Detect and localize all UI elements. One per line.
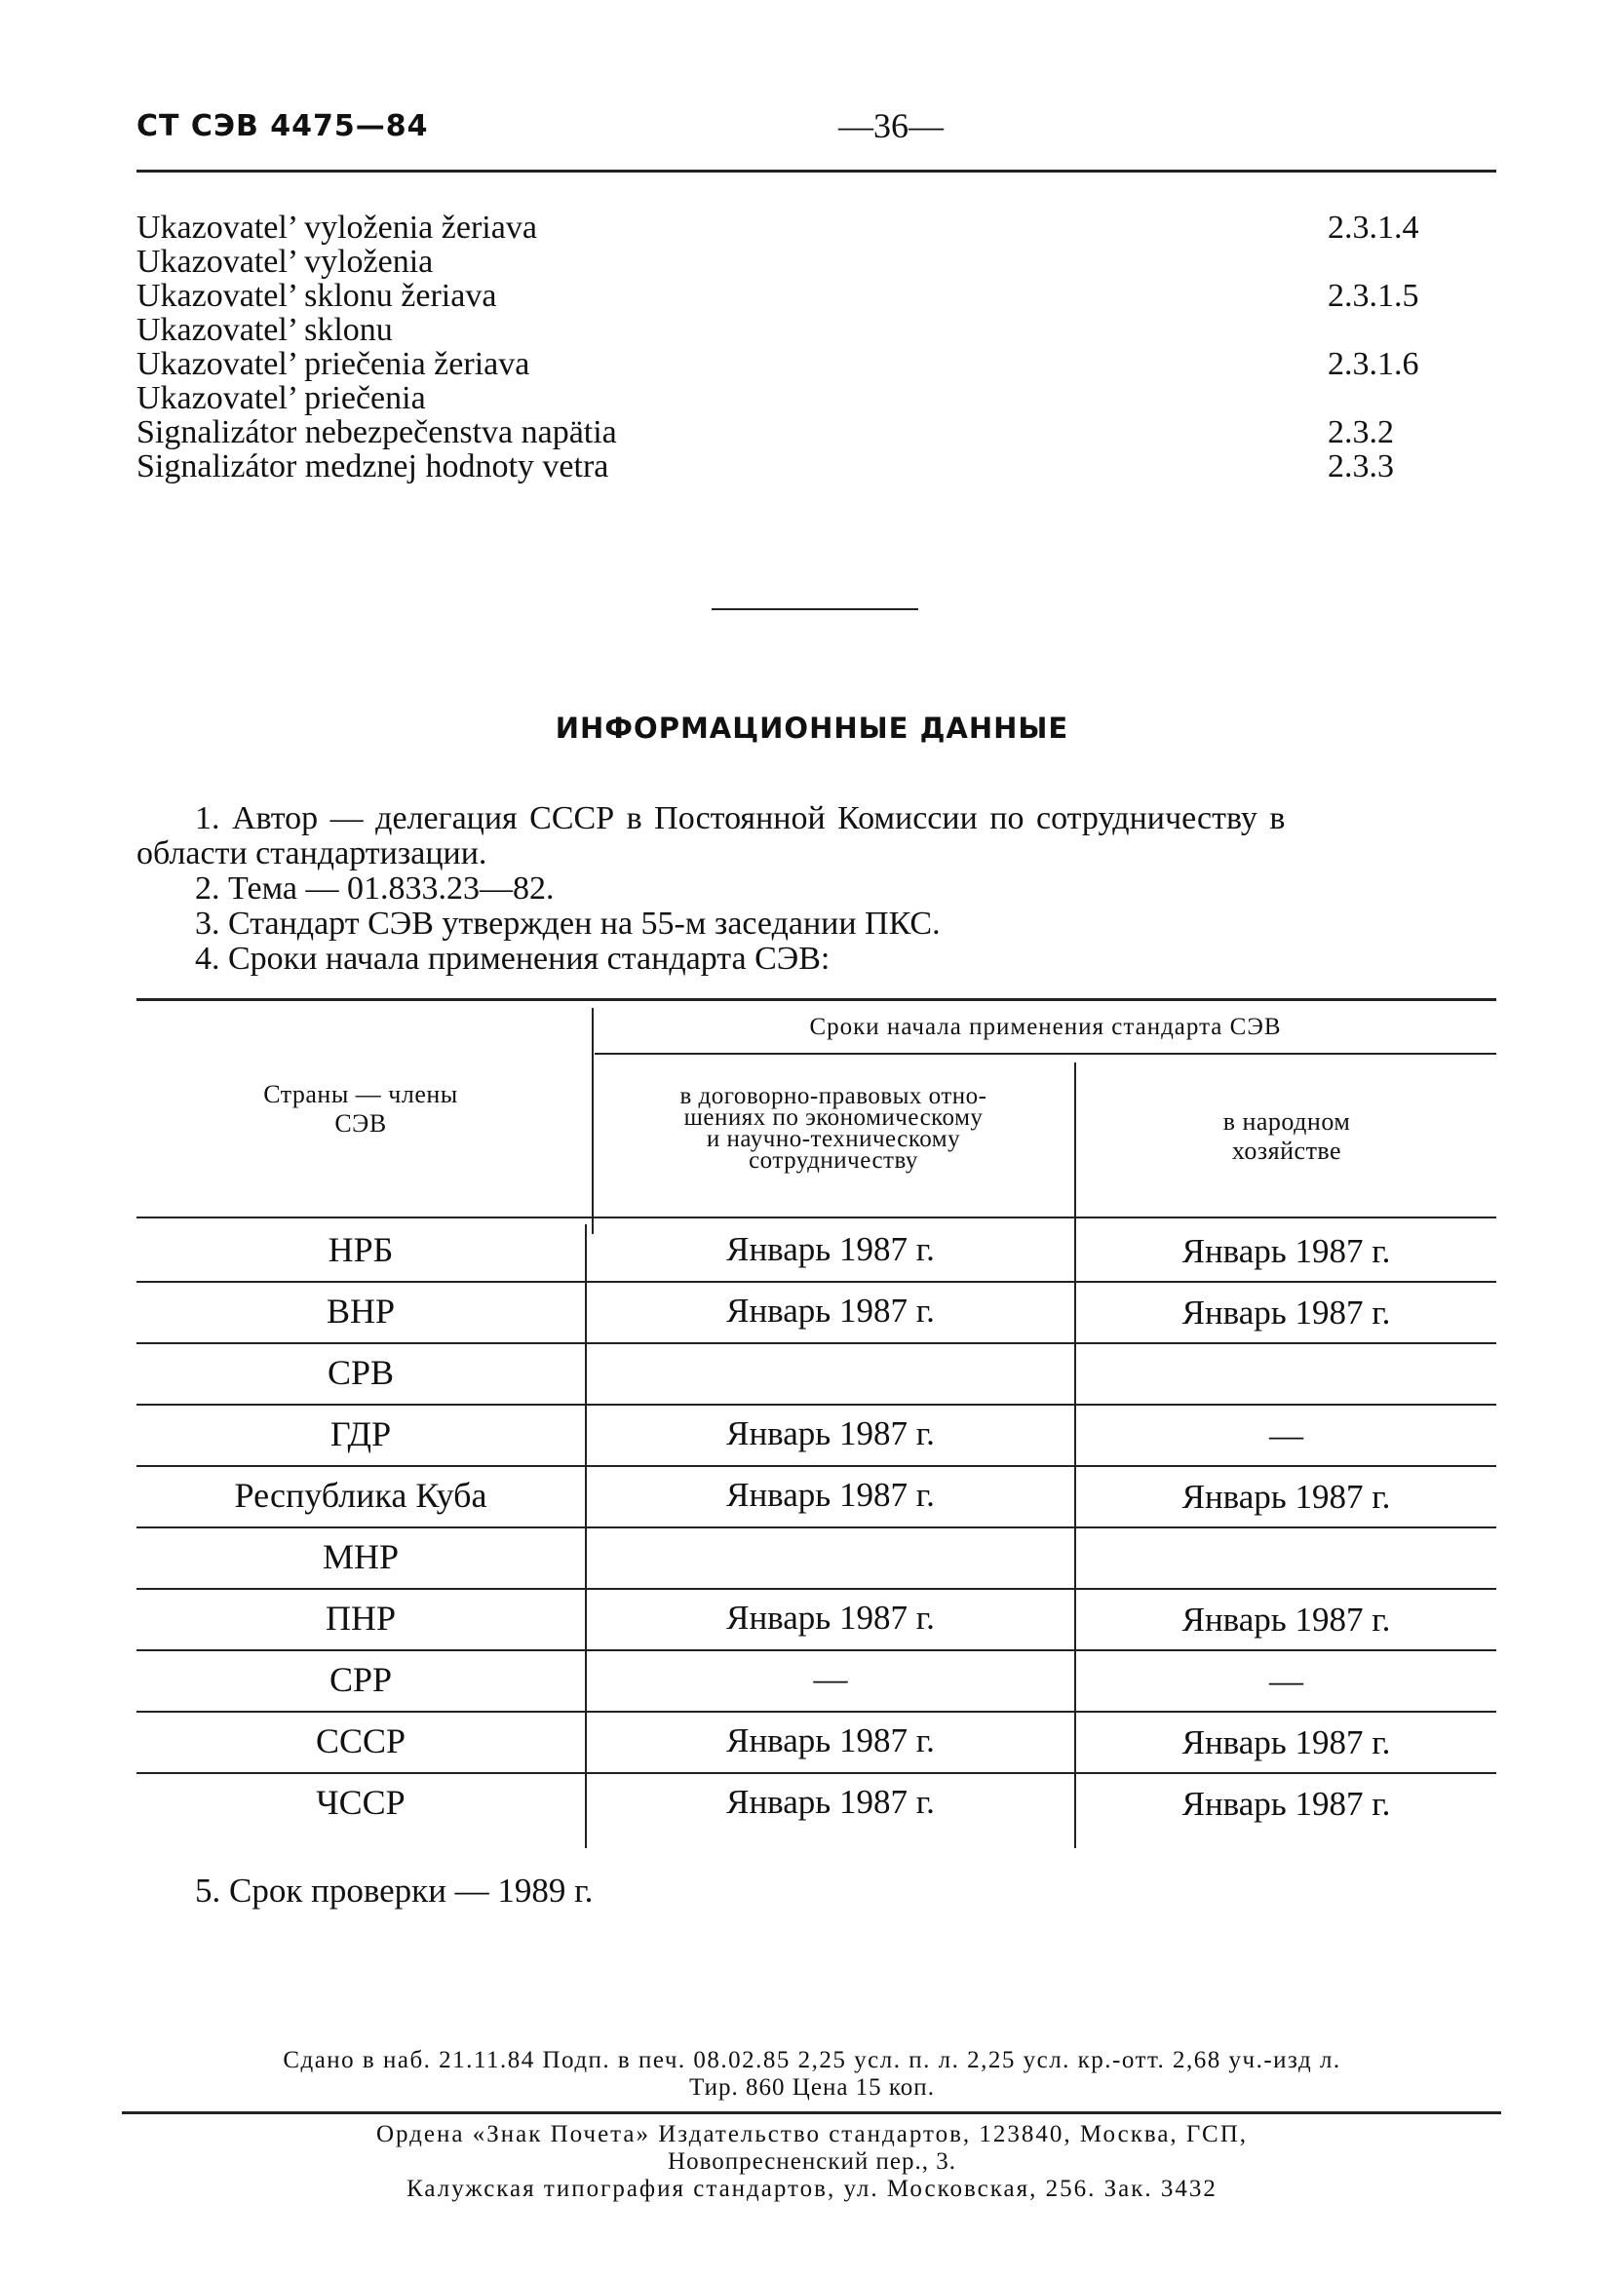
imprint-rule	[122, 2111, 1501, 2114]
info-item-4: 4. Сроки начала применения стандарта СЭВ:	[195, 941, 831, 977]
index-ref: 2.3.2	[1328, 414, 1394, 450]
header-contract	[595, 1083, 1072, 1174]
info-item-5: 5. Срок проверки — 1989 г.	[195, 1872, 594, 1910]
column-divider	[592, 1008, 594, 1234]
row-rule	[136, 1281, 1496, 1283]
economy-date-cell: Январь 1987 г.	[1181, 1601, 1391, 1639]
table-top-rule	[136, 998, 1496, 1001]
index-ref: 2.3.1.5	[1328, 278, 1419, 314]
index-ref: 2.3.1.6	[1328, 346, 1419, 382]
economy-date-cell: —	[1269, 1416, 1303, 1454]
contract-date-cell: —	[813, 1660, 848, 1698]
publisher-line: Ордена «Знак Почета» Издательство стандартов, 123840, Москва, ГСП,	[375, 2121, 1249, 2147]
contract-date-cell: Январь 1987 г.	[726, 1599, 935, 1637]
country-cell: ГДР	[329, 1414, 392, 1453]
economy-date-cell: Январь 1987 г.	[1181, 1232, 1391, 1270]
row-rule	[136, 1649, 1496, 1651]
info-item-3: 3. Стандарт СЭВ утвержден на 55-м заседании ПКС.	[195, 906, 941, 942]
row-rule	[136, 1588, 1496, 1590]
implementation-table	[136, 998, 1496, 1856]
imprint-line: Сдано в наб. 21.11.84 Подп. в печ. 08.02.85 2,25 усл. п. л. 2,25 усл. кр.-отт. 2,68 уч.-изд л.	[283, 2047, 1341, 2073]
index-term: Ukazovatel’ priečenia	[136, 380, 426, 416]
section-title: ИНФОРМАЦИОННЫЕ ДАННЫЕ	[555, 712, 1069, 745]
index-term: Ukazovatel’ vyloženia žeriava	[136, 210, 537, 246]
header-countries-line: Страны — члены	[263, 1080, 458, 1108]
header-span-rule	[595, 1053, 1496, 1055]
info-item-2: 2. Тема — 01.833.23—82.	[195, 870, 555, 907]
country-cell: СССР	[315, 1721, 406, 1760]
header-contract-line: сотрудничеству	[749, 1147, 918, 1174]
column-divider	[1074, 1062, 1076, 1236]
economy-date-cell: —	[1269, 1662, 1303, 1700]
row-rule	[136, 1342, 1496, 1344]
term-index	[136, 211, 1433, 483]
header-span: Сроки начала применения стандарта СЭВ	[809, 1014, 1282, 1040]
imprint-line: Тир. 860 Цена 15 коп.	[689, 2074, 935, 2101]
section-divider	[712, 608, 918, 610]
header-contract-line: в договорно-правовых отно-	[679, 1083, 987, 1109]
info-item-1: 1. Автор — делегация СССР в Постоянной Комиссии по сотрудничеству в	[195, 800, 1286, 836]
row-rule	[136, 1772, 1496, 1774]
economy-date-cell: Январь 1987 г.	[1181, 1723, 1391, 1761]
header-countries-line: СЭВ	[334, 1109, 387, 1138]
country-cell: НРБ	[328, 1230, 394, 1269]
economy-date-cell: Январь 1987 г.	[1181, 1785, 1391, 1823]
index-term: Signalizátor nebezpečenstva napätia	[136, 414, 617, 450]
index-term: Signalizátor medznej hodnoty vetra	[136, 448, 609, 484]
country-cell: ВНР	[326, 1292, 396, 1331]
index-row	[136, 245, 1433, 279]
printer-line: Калужская типография стандартов, ул. Московская, 256. Зак. 3432	[406, 2176, 1218, 2202]
index-row	[136, 415, 1433, 449]
contract-date-cell: Январь 1987 г.	[726, 1721, 935, 1759]
header-economy-line: в народном	[1222, 1107, 1351, 1136]
country-cell: СРР	[329, 1660, 393, 1699]
country-cell: МНР	[322, 1537, 400, 1576]
index-row	[136, 347, 1433, 381]
economy-date-cell: Январь 1987 г.	[1181, 1294, 1391, 1332]
country-cell: Республика Куба	[234, 1476, 487, 1515]
index-row	[136, 449, 1433, 483]
row-rule	[136, 1526, 1496, 1528]
index-row	[136, 313, 1433, 347]
contract-date-cell: Январь 1987 г.	[726, 1292, 935, 1330]
index-ref: 2.3.1.4	[1328, 210, 1419, 246]
country-cell: ПНР	[325, 1599, 397, 1638]
index-row	[136, 211, 1433, 245]
header-economy-line: хозяйстве	[1231, 1137, 1342, 1165]
header-contract-line: шениях по экономическому	[683, 1104, 984, 1131]
header-economy	[1077, 1107, 1496, 1166]
index-term: Ukazovatel’ sklonu	[136, 312, 393, 348]
index-term: Ukazovatel’ priečenia žeriava	[136, 346, 530, 382]
row-rule	[136, 1404, 1496, 1406]
contract-date-cell: Январь 1987 г.	[726, 1414, 935, 1452]
index-term: Ukazovatel’ sklonu žeriava	[136, 278, 497, 314]
page-number: —36—	[838, 106, 944, 145]
standard-code: СТ СЭВ 4475—84	[136, 109, 429, 143]
index-row	[136, 279, 1433, 313]
country-cell: ЧССР	[316, 1783, 406, 1822]
economy-date-cell: Январь 1987 г.	[1181, 1478, 1391, 1516]
index-term: Ukazovatel’ vyloženia	[136, 244, 434, 280]
publisher-address: Новопресненский пер., 3.	[668, 2148, 956, 2175]
contract-date-cell: Январь 1987 г.	[726, 1476, 935, 1514]
row-rule	[136, 1465, 1496, 1467]
contract-date-cell: Январь 1987 г.	[726, 1783, 935, 1821]
header-bottom-rule	[136, 1217, 1496, 1218]
info-item-1-continued: области стандартизации.	[136, 835, 487, 871]
row-rule	[136, 1711, 1496, 1713]
country-cell: СРВ	[327, 1353, 395, 1392]
contract-date-cell: Январь 1987 г.	[726, 1230, 935, 1268]
index-row	[136, 381, 1433, 415]
index-ref: 2.3.3	[1328, 448, 1394, 484]
header-rule	[136, 170, 1496, 173]
header-countries	[136, 1080, 585, 1139]
header-contract-line: и научно-техническому	[706, 1126, 961, 1152]
